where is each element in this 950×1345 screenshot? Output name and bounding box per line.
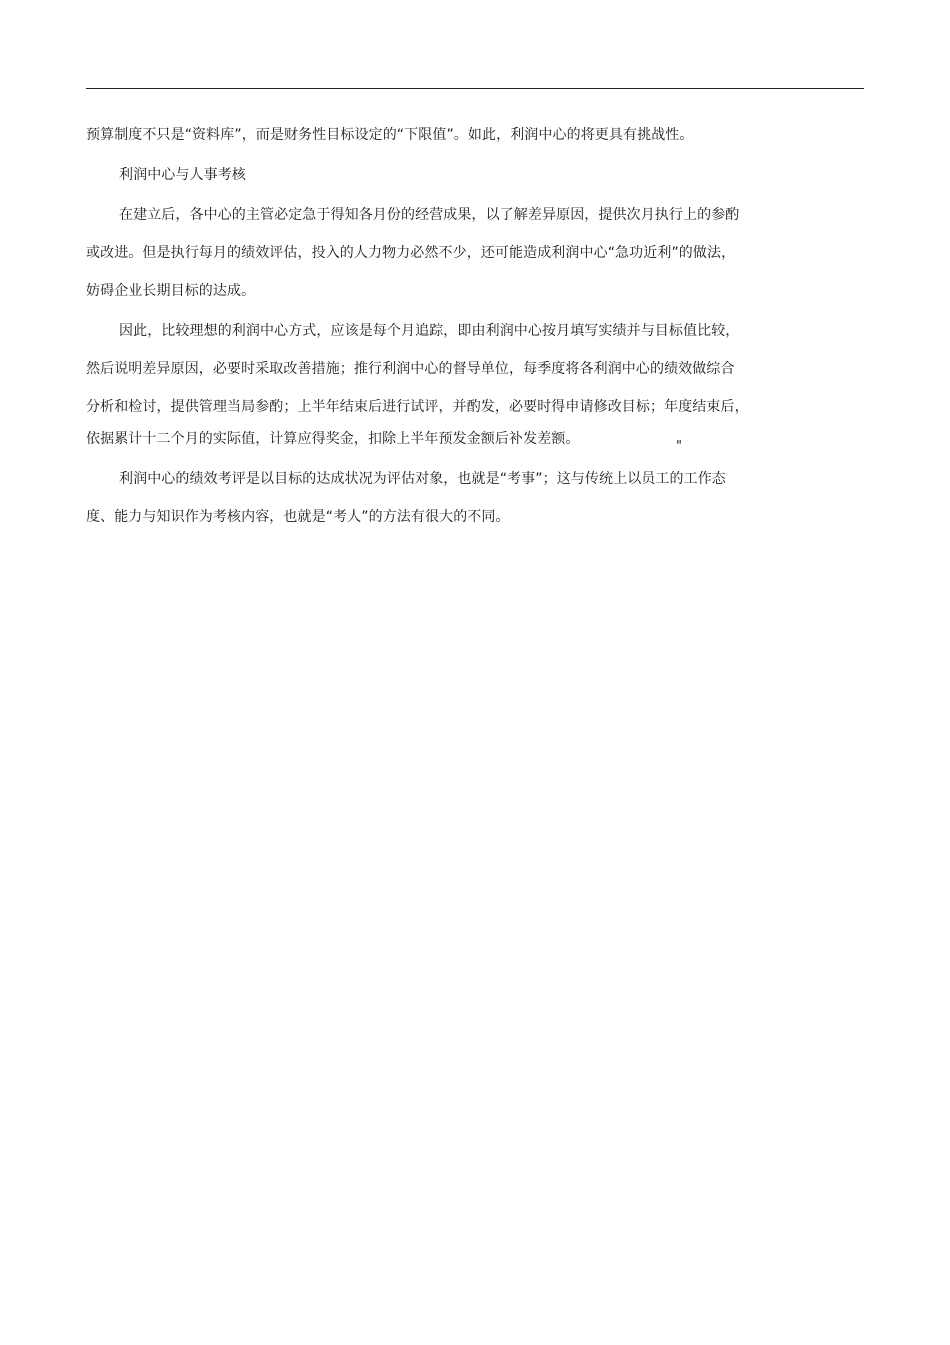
text-line: 利润中心的绩效考评是以目标的达成状况为评估对象，也就是“考事”；这与传统上以员工的工作态 — [119, 471, 726, 487]
text-line: 预算制度不只是“资料库”，而是财务性目标设定的“下限值”。如此，利润中心的将更具有挑战性。 — [86, 127, 694, 143]
text-line: 因此，比较理想的利润中心方式，应该是每个月追踪，即由利润中心按月填写实绩并与目标值比较， — [119, 323, 740, 339]
text-line: 分析和检讨，提供管理当局参酌；上半年结束后进行试评，并酌发，必要时得申请修改目标；年度结束后， — [86, 399, 749, 415]
text-line: 妨碍企业长期目标的达成。 — [86, 283, 256, 299]
text-line: 在建立后，各中心的主管必定急于得知各月份的经营成果，以了解差异原因，提供次月执行上的参酌 — [119, 207, 740, 223]
paragraph — [86, 466, 786, 530]
document-body — [86, 122, 786, 530]
text-line: 依据累计十二个月的实际值，计算应得奖金，扣除上半年预发金额后补发差额。 — [86, 431, 580, 447]
paragraph — [86, 122, 786, 148]
paragraph — [86, 202, 786, 304]
text-line: 或改进。但是执行每月的绩效评估，投入的人力物力必然不少，还可能造成利润中心“急功近利”的做法， — [86, 245, 736, 261]
text-line: 度、能力与知识作为考核内容，也就是“考人”的方法有很大的不同。 — [86, 509, 510, 525]
heading-line: 利润中心与人事考核 — [119, 167, 246, 183]
section-heading — [86, 162, 786, 188]
stray-quote-mark: " — [676, 439, 682, 454]
text-line: 然后说明差异原因，必要时采取改善措施；推行利润中心的督导单位，每季度将各利润中心的绩效做综合 — [86, 361, 735, 377]
paragraph — [86, 318, 786, 452]
header-rule — [86, 88, 864, 89]
